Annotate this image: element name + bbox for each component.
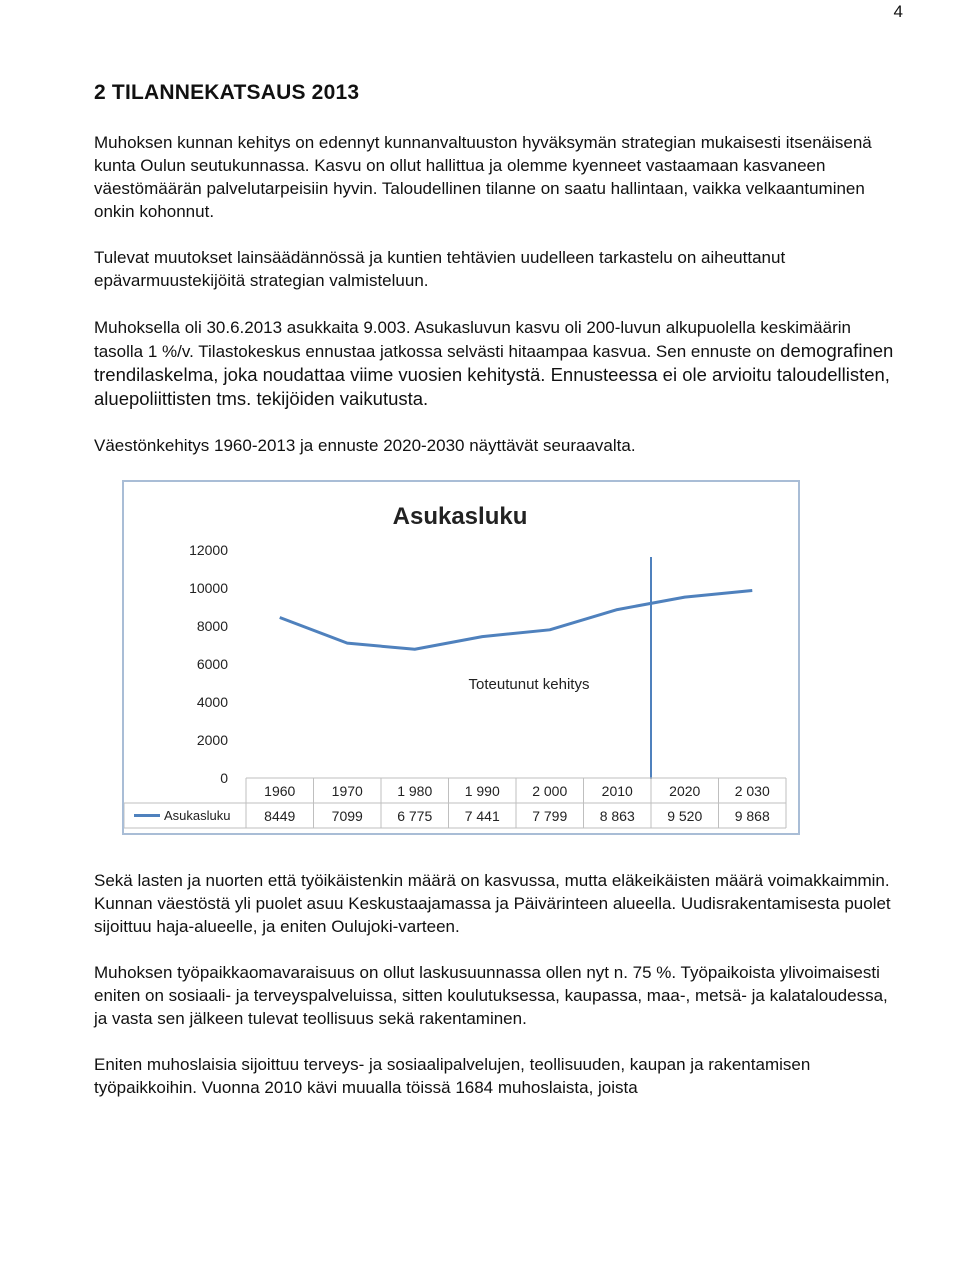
data-value-label: 8 863 — [599, 808, 635, 824]
y-tick-label: 8000 — [196, 618, 228, 634]
data-value-label: 6 775 — [397, 808, 433, 824]
y-tick-label: 4000 — [196, 694, 228, 710]
forecast-text: demografinen trendilaskelma, joka noudattaa viime vuosien kehitystä. Ennusteessa ei ole arvioitu taloudellisten, aluepoliittisten tms. tekijöiden vaikutusta. — [94, 340, 894, 409]
data-value-label: 7 441 — [464, 808, 500, 824]
y-tick-label: 12000 — [189, 542, 228, 558]
x-category-label: 1970 — [331, 783, 363, 799]
y-tick-label: 6000 — [196, 656, 228, 672]
population-text: Muhoksella oli 30.6.2013 asukkaita 9.003. Asukasluvun kasvu oli 200-luvun alkupuolella keskimäärin tasolla 1 %/v. Tilastokeskus ennustaa jatkossa selvästi hitaampaa kasvua. Sen ennuste on — [94, 318, 851, 361]
data-value-label: 7 799 — [532, 808, 568, 824]
y-axis — [189, 542, 228, 786]
x-category-label: 1 980 — [397, 783, 433, 799]
data-value-label: 7099 — [331, 808, 363, 824]
population-chart — [122, 480, 800, 835]
legend-label: Asukasluku — [164, 808, 231, 823]
y-tick-label: 2000 — [196, 732, 228, 748]
paragraph-jobs: Muhoksen työpaikkaomavaraisuus on ollut laskusuunnassa ollen nyt n. 75 %. Työpaikoista ylivoimaisesti eniten on sosiaali- ja terveyspalveluissa, sitten koulutuksessa, kaupassa, maa-, metsä- ja kalataloudessa, ja vasta sen jälkeen tulevat teollisuus sekä rakentaminen. — [94, 963, 888, 1028]
x-category-label: 2020 — [669, 783, 701, 799]
y-tick-label: 0 — [220, 770, 228, 786]
y-tick-label: 10000 — [189, 580, 228, 596]
x-category-label: 1960 — [264, 783, 296, 799]
paragraph-population — [94, 316, 894, 411]
data-value-label: 9 520 — [667, 808, 703, 824]
chart-annotation: Toteutunut kehitys — [468, 676, 590, 693]
paragraph-age-groups: Sekä lasten ja nuorten että työikäistenkin määrä on kasvussa, mutta eläkeikäisten määrä voimakkaimmin. Kunnan väestöstä yli puolet asuu Keskustaajamassa ja Päivärinteen alueella. Uudisrakentamisesta puolet sijoittuu haja-alueelle, ja eniten Oulujoki-varteen. — [94, 871, 891, 936]
x-category-label: 2 000 — [532, 783, 568, 799]
page-number: 4 — [893, 2, 903, 21]
series-line — [280, 591, 753, 650]
x-category-label: 2010 — [601, 783, 633, 799]
paragraph-strategy: Muhoksen kunnan kehitys on edennyt kunnanvaltuuston hyväksymän strategian mukaisesti itsenäisenä kunta Oulun seutukunnassa. Kasvu on ollut hallittua ja olemme kyenneet vastaamaan kasvaneen väestömäärän palvelutarpeisiin hyvin. Taloudellinen tilanne on saatu hallintaan, vaikka velkaantuminen onkin kohonnut. — [94, 133, 872, 221]
paragraph-chart-intro: Väestönkehitys 1960-2013 ja ennuste 2020-2030 näyttävät seuraavalta. — [94, 436, 636, 455]
data-value-label: 9 868 — [734, 808, 770, 824]
plot-area — [280, 557, 753, 779]
paragraph-legislation: Tulevat muutokset lainsäädännössä ja kuntien tehtävien uudelleen tarkastelu on aiheuttanut epävarmuustekijöitä strategian valmisteluun. — [94, 248, 786, 290]
x-category-label: 1 990 — [464, 783, 500, 799]
paragraph-commuting: Eniten muhoslaisia sijoittuu terveys- ja sosiaalipalvelujen, teollisuuden, kaupan ja rakentamisen työpaikkoihin. Vuonna 2010 kävi muualla töissä 1684 muhoslaista, joista — [94, 1055, 811, 1097]
chart-canvas — [124, 482, 798, 833]
section-heading: 2 TILANNEKATSAUS 2013 — [94, 81, 360, 104]
chart-title: Asukasluku — [392, 503, 528, 530]
data-value-label: 8449 — [264, 808, 296, 824]
x-category-label: 2 030 — [734, 783, 770, 799]
